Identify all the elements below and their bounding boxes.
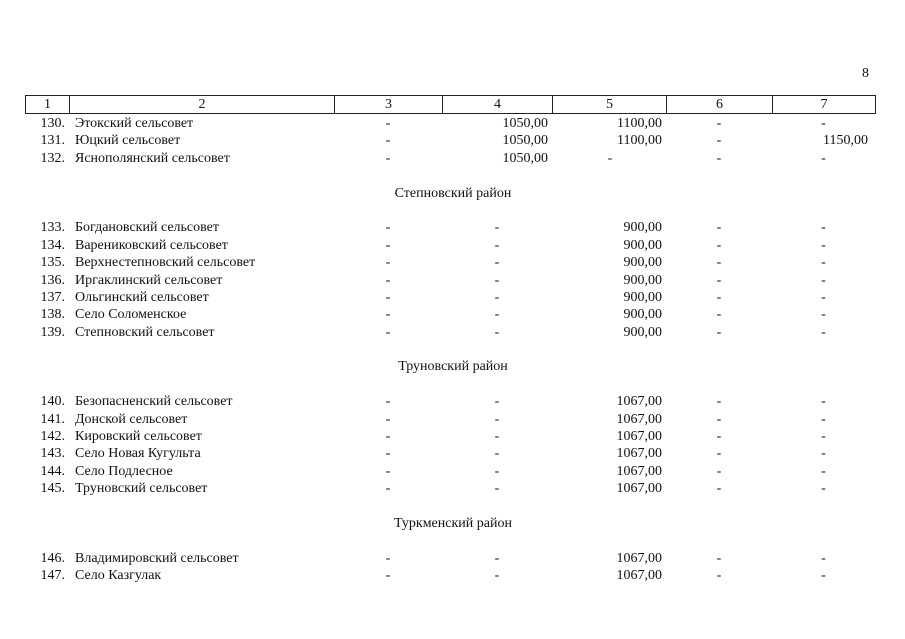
row-col-4: - [494, 272, 500, 288]
row-col-4: - [494, 289, 500, 305]
header-col-1: 1 [26, 96, 70, 114]
row-col-3: - [385, 133, 391, 149]
row-number: 144. [40, 463, 65, 479]
table-row [25, 219, 875, 236]
table-row [25, 306, 875, 323]
row-col-4: - [494, 237, 500, 253]
row-col-5: 1067,00 [616, 429, 662, 445]
row-col-3: - [385, 446, 391, 462]
row-number: 141. [40, 411, 65, 427]
row-col-4: - [494, 411, 500, 427]
row-number: 135. [40, 255, 65, 271]
row-col-3: - [385, 550, 391, 566]
section-spacer [25, 202, 875, 219]
row-col-5: 900,00 [623, 255, 662, 271]
table-row [25, 445, 875, 462]
row-col-5: 900,00 [623, 289, 662, 305]
header-col-3: 3 [335, 96, 443, 114]
row-col-6: - [716, 237, 722, 253]
row-col-7: - [821, 481, 826, 497]
row-name: Этокский сельсовет [75, 116, 194, 131]
table-row [25, 115, 875, 132]
row-col-7: - [821, 568, 826, 584]
row-col-6: - [716, 481, 722, 497]
row-col-5: 1067,00 [616, 550, 662, 566]
row-number: 133. [40, 220, 65, 236]
row-col-6: - [716, 307, 722, 323]
row-col-4: - [494, 481, 500, 497]
row-col-3: - [385, 272, 391, 288]
row-col-3: - [385, 289, 391, 305]
table-row [25, 272, 875, 289]
row-col-6: - [716, 220, 722, 236]
row-number: 147. [40, 568, 65, 584]
section-title: Туркменский район [394, 515, 512, 531]
row-col-3: - [385, 463, 391, 479]
row-col-5: 900,00 [623, 272, 662, 288]
row-col-4: - [494, 324, 500, 340]
row-col-5: 900,00 [623, 237, 662, 253]
row-col-4: 1050,00 [502, 133, 548, 149]
row-col-7: - [821, 272, 826, 288]
row-number: 137. [40, 289, 65, 305]
row-col-4: - [494, 568, 500, 584]
row-name: Село Подлесное [75, 463, 173, 479]
row-col-5: 1067,00 [616, 481, 662, 497]
table-row [25, 428, 875, 445]
header-col-4: 4 [443, 96, 553, 114]
row-col-5: 1100,00 [617, 116, 662, 131]
row-name: Юцкий сельсовет [75, 133, 181, 149]
row-col-6: - [716, 411, 722, 427]
row-col-5: 900,00 [623, 324, 662, 340]
section-spacer [25, 498, 875, 515]
row-col-3: - [385, 411, 391, 427]
row-name: Донской сельсовет [75, 411, 188, 427]
row-col-3: - [385, 324, 391, 340]
row-name: Варениковский сельсовет [75, 237, 228, 253]
row-col-3: - [385, 307, 391, 323]
row-col-5: 1067,00 [616, 394, 662, 410]
row-col-7: - [821, 255, 826, 271]
section-title: Труновский район [398, 359, 508, 375]
section-spacer [25, 376, 875, 393]
row-col-6: - [716, 116, 722, 131]
row-col-4: - [494, 550, 500, 566]
row-col-7: - [821, 116, 826, 131]
row-col-7: - [821, 550, 826, 566]
header-col-6: 6 [667, 96, 773, 114]
row-col-6: - [716, 272, 722, 288]
header-col-7: 7 [773, 96, 876, 114]
row-name: Село Казгулак [75, 568, 162, 584]
table-row [25, 324, 875, 341]
row-col-6: - [716, 550, 722, 566]
row-col-4: - [494, 446, 500, 462]
header-col-5: 5 [553, 96, 667, 114]
row-number: 139. [40, 324, 65, 340]
row-col-3: - [385, 394, 391, 410]
row-number: 136. [40, 272, 65, 288]
table-row [25, 550, 875, 567]
row-name: Труновский сельсовет [75, 481, 208, 497]
table-body [25, 115, 875, 585]
row-name: Ольгинский сельсовет [75, 289, 209, 305]
row-name: Яснополянский сельсовет [75, 150, 230, 166]
row-name: Село Соломенское [75, 307, 187, 323]
row-col-6: - [716, 255, 722, 271]
row-name: Верхнестепновский сельсовет [75, 255, 256, 271]
row-col-5: 900,00 [623, 307, 662, 323]
row-col-4: - [494, 463, 500, 479]
row-name: Владимировский сельсовет [75, 550, 239, 566]
row-col-6: - [716, 429, 722, 445]
row-col-3: - [385, 481, 391, 497]
page-number: 8 [862, 66, 869, 81]
row-number: 142. [40, 429, 65, 445]
row-col-6: - [716, 289, 722, 305]
row-col-7: - [821, 289, 826, 305]
row-col-7: - [821, 150, 826, 166]
table-row [25, 480, 875, 497]
row-number: 146. [40, 550, 65, 566]
row-col-4: - [494, 220, 500, 236]
row-col-3: - [385, 116, 391, 131]
row-number: 130. [40, 116, 65, 131]
row-col-4: - [494, 429, 500, 445]
row-col-4: 1050,00 [502, 116, 548, 131]
row-col-6: - [716, 150, 722, 166]
table-row [25, 289, 875, 306]
header-col-2: 2 [70, 96, 335, 114]
row-col-7: - [821, 307, 826, 323]
section-title: Степновский район [394, 185, 512, 201]
row-col-5: 1067,00 [616, 446, 662, 462]
row-name: Степновский сельсовет [75, 324, 215, 340]
section-spacer [25, 532, 875, 549]
row-col-5: 900,00 [623, 220, 662, 236]
row-col-5: 1100,00 [617, 133, 662, 149]
row-name: Безопасненский сельсовет [75, 394, 233, 410]
row-col-4: 1050,00 [502, 150, 548, 166]
row-name: Иргаклинский сельсовет [75, 272, 223, 288]
row-col-3: - [385, 150, 391, 166]
row-col-6: - [716, 568, 722, 584]
row-col-6: - [716, 446, 722, 462]
row-col-6: - [716, 324, 722, 340]
row-col-7: - [821, 463, 826, 479]
row-number: 131. [40, 133, 65, 149]
table-row [25, 567, 875, 584]
row-col-4: - [494, 255, 500, 271]
row-col-6: - [716, 463, 722, 479]
table-header [25, 95, 876, 114]
row-col-7: - [821, 429, 826, 445]
row-col-7: - [821, 394, 826, 410]
row-number: 145. [40, 481, 65, 497]
row-name: Кировский сельсовет [75, 429, 202, 445]
row-col-6: - [716, 133, 722, 149]
section-spacer [25, 167, 875, 184]
table-row [25, 132, 875, 149]
row-col-3: - [385, 220, 391, 236]
row-col-4: - [494, 307, 500, 323]
row-number: 143. [40, 446, 65, 462]
table-row [25, 254, 875, 271]
table-row [25, 150, 875, 167]
row-number: 138. [40, 307, 65, 323]
table-row [25, 237, 875, 254]
row-number: 134. [40, 237, 65, 253]
row-col-5: 1067,00 [616, 568, 662, 584]
row-col-3: - [385, 429, 391, 445]
row-col-7: - [821, 324, 826, 340]
row-col-3: - [385, 237, 391, 253]
row-col-4: - [494, 394, 500, 410]
row-number: 140. [40, 394, 65, 410]
row-col-3: - [385, 568, 391, 584]
row-col-7: - [821, 446, 826, 462]
row-col-5: - [607, 150, 613, 166]
row-col-7: 1150,00 [823, 133, 868, 149]
row-col-6: - [716, 394, 722, 410]
row-col-7: - [821, 237, 826, 253]
table-row [25, 411, 875, 428]
row-col-3: - [385, 255, 391, 271]
row-name: Село Новая Кугульта [75, 446, 201, 462]
table-row [25, 463, 875, 480]
row-number: 132. [40, 150, 65, 166]
row-col-7: - [821, 411, 826, 427]
row-col-5: 1067,00 [616, 411, 662, 427]
table-row [25, 393, 875, 410]
row-col-7: - [821, 220, 826, 236]
row-col-5: 1067,00 [616, 463, 662, 479]
section-spacer [25, 341, 875, 358]
row-name: Богдановский сельсовет [75, 220, 219, 236]
